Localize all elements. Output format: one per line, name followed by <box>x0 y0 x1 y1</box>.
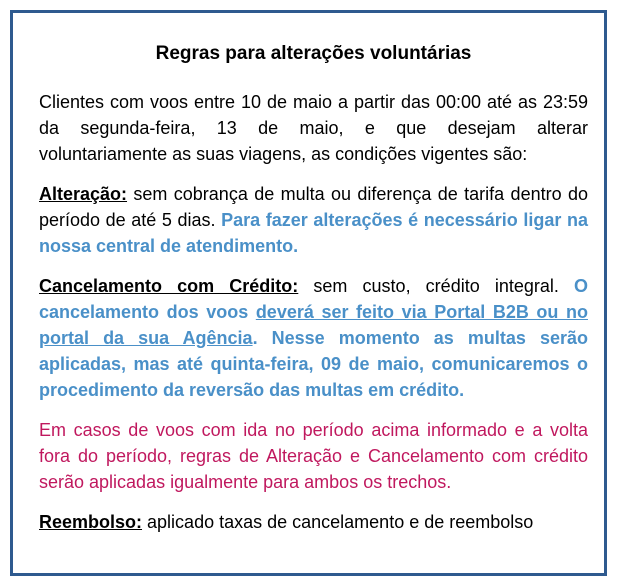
rules-title: Regras para alterações voluntárias <box>155 43 472 64</box>
cancelamento-highlight-start: O cancelamento dos voos <box>39 276 589 322</box>
rules-box <box>10 10 607 576</box>
alteracao-paragraph <box>39 181 588 259</box>
cancelamento-portal-link: deverá ser feito via Portal B2B ou no portal da sua Agência <box>39 302 588 348</box>
cancelamento-label: Cancelamento com Crédito: <box>39 276 299 296</box>
alteracao-label: Alteração: <box>39 184 128 204</box>
cancelamento-paragraph <box>39 273 588 403</box>
alteracao-highlight: Para fazer alterações é necessário ligar na nossa central de atendimento. <box>39 210 588 256</box>
cancelamento-highlight-end: . Nesse momento as multas serão aplicadas, mas até quinta-feira, 09 de maio, comunicaremos o procedimento da reversão das multas em crédito. <box>39 328 588 400</box>
alteracao-text: sem cobrança de multa ou diferença de tarifa dentro do período de até 5 dias. <box>39 184 588 230</box>
reembolso-label: Reembolso: <box>39 512 143 532</box>
intro-paragraph: Clientes com voos entre 10 de maio a partir das 00:00 até as 23:59 da segunda-feira, 13 de maio, e que desejam alterar voluntariamente as suas viagens, as condições vigentes são: <box>39 92 588 164</box>
aviso-paragraph: Em casos de voos com ida no período acima informado e a volta fora do período, regras de Alteração e Cancelamento com crédito serão aplicadas igualmente para ambos os trechos. <box>39 420 588 492</box>
reembolso-paragraph <box>39 509 588 535</box>
rules-content <box>39 31 588 549</box>
cancelamento-text: sem custo, crédito integral. <box>298 276 574 296</box>
reembolso-text: aplicado taxas de cancelamento e de reembolso <box>142 512 534 532</box>
